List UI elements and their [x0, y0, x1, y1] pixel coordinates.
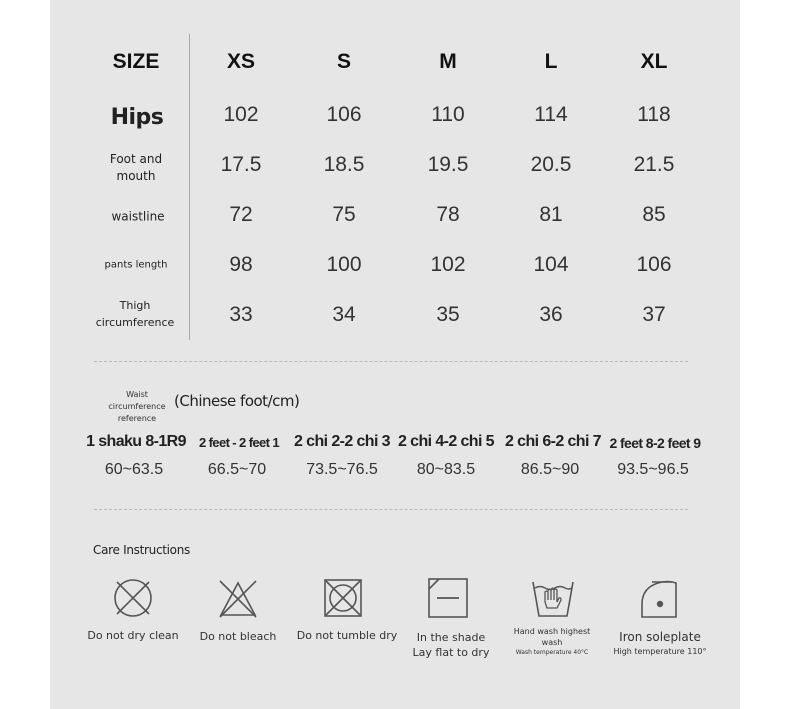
table-cell: 81: [539, 203, 563, 226]
waist-reference-title: Waist circumference reference: [108, 390, 166, 423]
dry-flat-in-shade-icon: [427, 577, 469, 619]
waist-chinese-value: 2 chi 6-2 chi 7: [505, 433, 601, 450]
do-not-tumble-dry-icon: [322, 577, 364, 619]
table-cell: 36: [539, 303, 563, 326]
waist-chinese-value: 2 feet - 2 feet 1: [198, 435, 280, 450]
waist-cm-value: 60~63.5: [104, 461, 164, 478]
waist-cm-value: 93.5~96.5: [617, 461, 689, 478]
table-cell: 106: [326, 103, 362, 126]
waist-reference-unit: (Chinese foot/cm): [174, 392, 300, 410]
row-label-thigh-circumference: Thigh circumference: [95, 299, 175, 329]
care-label-dry-flat-in-shade: In the shade Lay flat to dry: [412, 631, 490, 659]
row-label-waistline: waistline: [111, 209, 165, 224]
hand-wash-icon: [531, 578, 575, 620]
table-cell: 100: [326, 253, 362, 276]
row-label-hips: Hips: [110, 105, 164, 130]
table-cell: 102: [430, 253, 466, 276]
table-cell: 104: [533, 253, 569, 276]
table-cell: 34: [332, 303, 356, 326]
table-cell: 114: [534, 103, 568, 126]
header-l: L: [544, 50, 558, 73]
care-instructions-title: Care Instructions: [93, 543, 190, 557]
table-cell: 78: [436, 203, 460, 226]
section-divider: [94, 509, 688, 510]
table-cell: 106: [636, 253, 672, 276]
table-cell: 72: [229, 203, 253, 226]
table-cell: 21.5: [633, 153, 675, 176]
table-cell: 102: [223, 103, 259, 126]
table-cell: 35: [436, 303, 460, 326]
iron-icon: [638, 578, 680, 620]
waist-chinese-value: 2 chi 4-2 chi 5: [398, 433, 494, 450]
section-divider: [94, 361, 688, 362]
care-label-do-not-dry-clean: Do not dry clean: [87, 629, 179, 642]
table-cell: 19.5: [427, 153, 469, 176]
care-label-iron: Iron soleplate High temperature 110°: [613, 630, 707, 656]
table-cell: 33: [229, 303, 253, 326]
do-not-bleach-icon: [217, 578, 259, 620]
waist-cm-value: 80~83.5: [416, 461, 476, 478]
care-label-do-not-bleach: Do not bleach: [199, 630, 277, 643]
care-label-do-not-tumble-dry: Do not tumble dry: [296, 629, 398, 642]
waist-cm-value: 73.5~76.5: [306, 461, 378, 478]
table-cell: 17.5: [220, 153, 262, 176]
header-size: SIZE: [112, 50, 160, 73]
waist-cm-value: 66.5~70: [207, 461, 267, 478]
table-cell: 85: [642, 203, 666, 226]
header-xl: XL: [640, 50, 668, 73]
table-cell: 98: [229, 253, 253, 276]
waist-chinese-value: 1 shaku 8-1R9: [86, 433, 186, 450]
care-label-hand-wash: Hand wash highest wash Wash temperature 40°C: [513, 627, 591, 656]
header-s: S: [336, 50, 352, 73]
header-xs: XS: [226, 50, 256, 73]
table-cell: 110: [431, 103, 465, 126]
table-cell: 75: [332, 203, 356, 226]
table-column-divider: [189, 34, 190, 340]
table-cell: 118: [637, 103, 671, 126]
header-m: M: [439, 50, 457, 73]
row-label-foot-and-mouth: Foot and mouth: [109, 152, 163, 183]
waist-chinese-value: 2 feet 8-2 feet 9: [609, 435, 701, 451]
row-label-pants-length: pants length: [104, 259, 168, 271]
do-not-dry-clean-icon: [112, 577, 154, 619]
waist-chinese-value: 2 chi 2-2 chi 3: [294, 433, 390, 450]
table-cell: 20.5: [530, 153, 572, 176]
waist-cm-value: 86.5~90: [520, 461, 580, 478]
table-cell: 37: [642, 303, 666, 326]
table-cell: 18.5: [323, 153, 365, 176]
